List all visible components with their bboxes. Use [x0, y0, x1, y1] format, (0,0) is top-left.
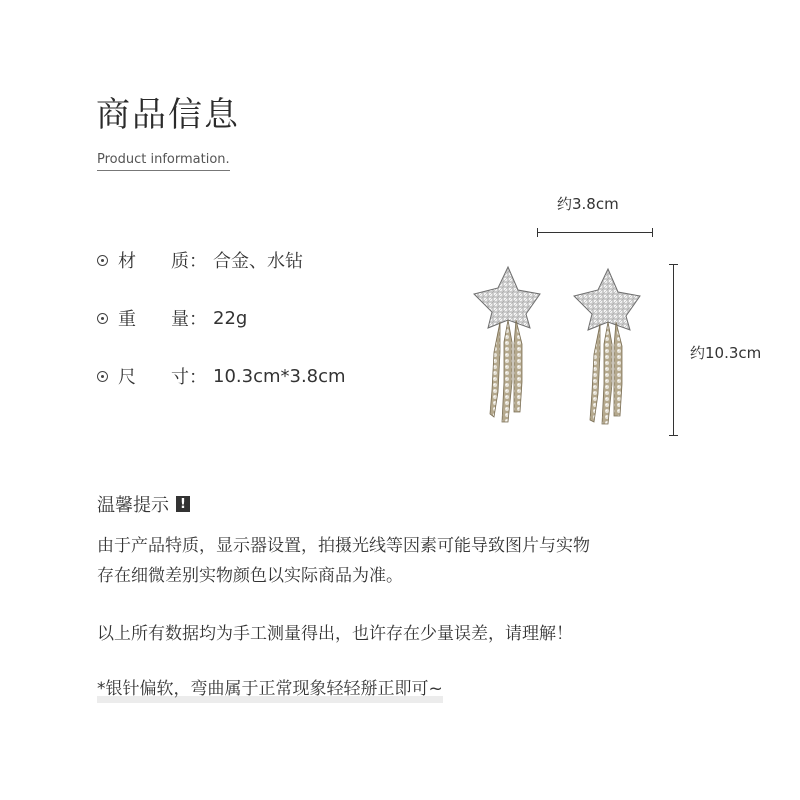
- right-earring: [574, 269, 640, 424]
- spec-label: 材 质：: [118, 251, 207, 272]
- bullet-icon: [97, 255, 108, 266]
- exclamation-icon: !: [176, 496, 190, 512]
- notice-line-4: *银针偏软，弯曲属于正常现象轻轻掰正即可~: [97, 679, 443, 699]
- spec-row-weight: [97, 306, 247, 330]
- notice-line-3: 以上所有数据均为手工测量得出，也许存在少量误差，请理解！: [97, 624, 573, 644]
- bullet-icon: [97, 313, 108, 324]
- page-subtitle: Product information.: [97, 153, 230, 171]
- page-title: 商品信息: [96, 95, 240, 135]
- bullet-icon: [97, 371, 108, 382]
- spec-value-weight: 22g: [213, 307, 248, 329]
- notice-heading: [97, 491, 190, 517]
- spec-label: 尺 寸：: [118, 367, 207, 388]
- width-dimension-line: [537, 232, 653, 233]
- width-dimension-label: 约3.8cm: [557, 195, 619, 213]
- spec-value-size: 10.3cm*3.8cm: [213, 365, 346, 387]
- spec-value-material: 合金、水钻: [213, 251, 303, 272]
- notice-line-2: 存在细微差别实物颜色以实际商品为准。: [97, 566, 403, 586]
- notice-title: 温馨提示: [97, 495, 169, 516]
- height-dimension-label: 约10.3cm: [690, 344, 762, 362]
- spec-row-material: [97, 248, 303, 272]
- spec-label: 重 量：: [118, 309, 207, 330]
- left-earring: [474, 267, 540, 422]
- earrings-product-image: [468, 262, 668, 432]
- notice-line-1: 由于产品特质，显示器设置，拍摄光线等因素可能导致图片与实物: [97, 536, 590, 556]
- spec-row-size: [97, 364, 346, 388]
- height-dimension-line: [673, 264, 674, 436]
